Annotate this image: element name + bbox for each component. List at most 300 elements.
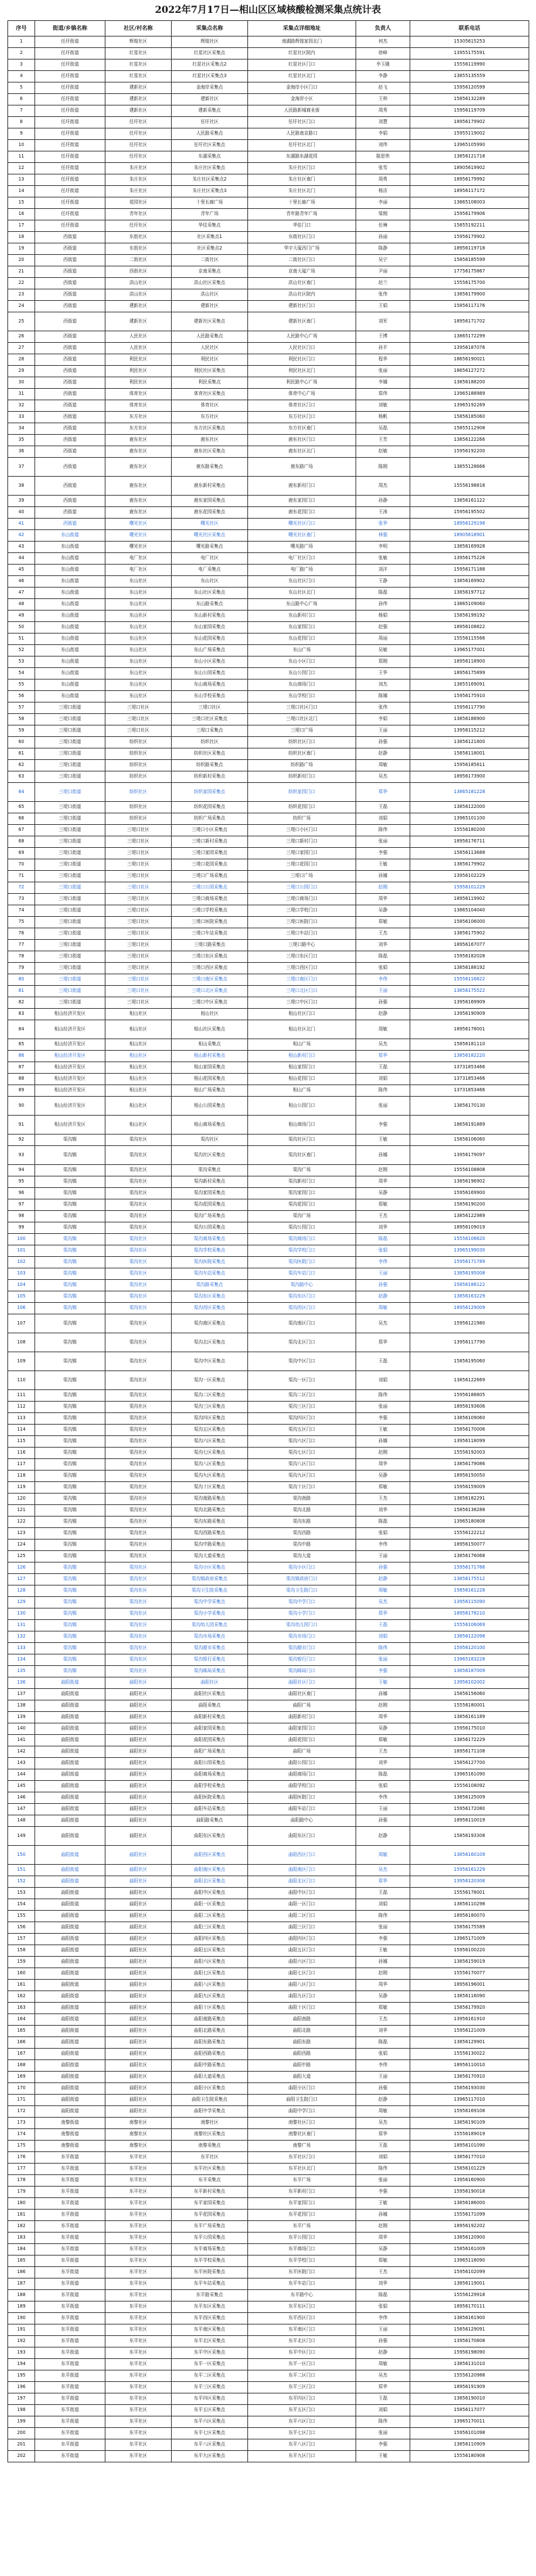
cell-person: 张敏 xyxy=(356,553,410,565)
cell-street: 曲阳街道 xyxy=(35,1815,105,1827)
table-row xyxy=(8,435,529,446)
cell-community: 渠沟社区 xyxy=(105,1620,172,1631)
cell-phone: 15956175010 xyxy=(410,1723,529,1735)
cell-index: 11 xyxy=(8,151,35,163)
table-row xyxy=(8,1700,529,1712)
cell-index: 138 xyxy=(8,1700,35,1712)
cell-person: 周秀 xyxy=(356,105,410,117)
cell-index: 83 xyxy=(8,1009,35,1020)
cell-community: 相山社区 xyxy=(105,1085,172,1097)
table-row xyxy=(8,1390,529,1402)
cell-site-name: 曲阳社区 xyxy=(172,1677,248,1689)
cell-index: 173 xyxy=(8,2118,35,2129)
table-row xyxy=(8,1574,529,1585)
cell-address: 曲阳七区门口 xyxy=(248,1968,356,1980)
cell-site-name: 渠沟幼儿园采集点 xyxy=(172,1620,248,1631)
cell-phone: 15856175589 xyxy=(410,1922,529,1934)
cell-community: 曲阳社区 xyxy=(105,1945,172,1957)
cell-street: 任圩街道 xyxy=(35,163,105,174)
cell-address: 曲阳四区门口 xyxy=(248,1934,356,1945)
cell-person: 吴杰 xyxy=(356,1314,410,1333)
cell-index: 118 xyxy=(8,1471,35,1482)
cell-person: 赵兰 xyxy=(356,278,410,289)
cell-index: 124 xyxy=(8,1540,35,1551)
cell-address: 南黎社区门口 xyxy=(248,2118,356,2129)
cell-community: 东山社区 xyxy=(105,679,172,691)
cell-index: 141 xyxy=(8,1735,35,1746)
cell-street: 曲阳街道 xyxy=(35,2003,105,2014)
cell-street: 任圩街道 xyxy=(35,140,105,151)
cell-phone: 13856119001 xyxy=(410,2279,529,2290)
cell-community: 渠沟社区 xyxy=(105,1352,172,1371)
table-row xyxy=(8,59,529,71)
cell-person: 刘华 xyxy=(356,1758,410,1769)
cell-phone: 13956170808 xyxy=(410,2336,529,2347)
table-row xyxy=(8,783,529,802)
cell-address: 洪山社区院内 xyxy=(248,289,356,301)
cell-site-name: 曲阳南区采集点 xyxy=(172,1865,248,1876)
cell-street: 曲阳街道 xyxy=(35,2026,105,2037)
cell-street: 任圩街道 xyxy=(35,105,105,117)
cell-site-name: 三堤口南区采集点 xyxy=(172,974,248,986)
cell-phone: 15856117077 xyxy=(410,2405,529,2416)
cell-address: 东山家园门口 xyxy=(248,622,356,634)
cell-street: 渠沟镇 xyxy=(35,1176,105,1188)
cell-address: 人民社区门口 xyxy=(248,343,356,354)
table-row xyxy=(8,825,529,836)
cell-index: 133 xyxy=(8,1643,35,1654)
cell-index: 77 xyxy=(8,940,35,951)
cell-community: 渠沟社区 xyxy=(105,1211,172,1222)
cell-index: 7 xyxy=(8,105,35,117)
cell-person: 刘伟 xyxy=(356,140,410,151)
table-row xyxy=(8,354,529,366)
cell-address: 曲阳卫生院门口 xyxy=(248,2095,356,2106)
cell-community: 东平社区 xyxy=(105,2428,172,2439)
cell-person: 李伟 xyxy=(356,2313,410,2324)
cell-index: 88 xyxy=(8,1074,35,1085)
cell-phone: 13856170130 xyxy=(410,1097,529,1116)
cell-index: 167 xyxy=(8,2049,35,2060)
cell-phone: 18905618901 xyxy=(410,530,529,542)
cell-site-name: 渠沟二区采集点 xyxy=(172,1390,248,1402)
cell-community: 洪山社区 xyxy=(105,289,172,301)
cell-community: 红星社区 xyxy=(105,59,172,71)
table-row xyxy=(8,1922,529,1934)
cell-site-name: 三堤口医院采集点 xyxy=(172,917,248,928)
cell-site-name: 渠沟商场采集点 xyxy=(172,1234,248,1245)
cell-phone: 15956117790 xyxy=(410,702,529,714)
cell-index: 171 xyxy=(8,2095,35,2106)
table-row xyxy=(8,2210,529,2221)
cell-person: 林强 xyxy=(356,530,410,542)
table-row xyxy=(8,2324,529,2336)
cell-street: 渠沟镇 xyxy=(35,1551,105,1563)
cell-community: 相山社区 xyxy=(105,1009,172,1020)
cell-index: 34 xyxy=(8,423,35,435)
cell-site-name: 东平四区采集点 xyxy=(172,2393,248,2405)
cell-street: 渠沟镇 xyxy=(35,1620,105,1631)
cell-index: 18 xyxy=(8,232,35,243)
cell-site-name: 纺织新村采集点 xyxy=(172,771,248,783)
cell-person: 何杰 xyxy=(356,37,410,48)
cell-site-name: 东山广场采集点 xyxy=(172,645,248,657)
cell-index: 148 xyxy=(8,1815,35,1827)
cell-street: 相山经济开发区 xyxy=(35,1085,105,1097)
cell-index: 132 xyxy=(8,1631,35,1643)
cell-person: 刘娟 xyxy=(356,1074,410,1085)
table-row xyxy=(8,1585,529,1597)
cell-site-name: 红星社区采集点3 xyxy=(172,71,248,82)
table-row xyxy=(8,1804,529,1815)
table-row xyxy=(8,94,529,105)
cell-person: 赵刚 xyxy=(356,1165,410,1176)
cell-site-name: 渠沟北路采集点 xyxy=(172,1505,248,1517)
cell-phone: 15856132289 xyxy=(410,94,529,105)
cell-street: 渠沟镇 xyxy=(35,1291,105,1303)
cell-site-name: 东平九区采集点 xyxy=(172,2451,248,2462)
cell-phone: 13965170011 xyxy=(410,2416,529,2428)
cell-site-name: 渠沟车站采集点 xyxy=(172,1268,248,1280)
cell-community: 任圩社区 xyxy=(105,220,172,232)
cell-street: 任圩街道 xyxy=(35,117,105,128)
table-row xyxy=(8,243,529,255)
cell-community: 曙光社区 xyxy=(105,530,172,542)
table-row xyxy=(8,1563,529,1574)
cell-index: 15 xyxy=(8,197,35,209)
cell-phone: 15305615253 xyxy=(410,37,529,48)
cell-address: 相山社区北门 xyxy=(248,1020,356,1039)
cell-index: 166 xyxy=(8,2037,35,2049)
cell-phone: 13856182291 xyxy=(410,1494,529,1505)
cell-site-name: 曲阳花园采集点 xyxy=(172,1735,248,1746)
cell-address: 东平公园门口 xyxy=(248,2233,356,2244)
cell-index: 74 xyxy=(8,905,35,917)
cell-person: 王敏 xyxy=(356,2198,410,2210)
cell-phone: 15856161228 xyxy=(410,1585,529,1597)
cell-address: 渠沟南路 xyxy=(248,1494,356,1505)
cell-person: 张娟 xyxy=(356,2049,410,2060)
cell-index: 31 xyxy=(8,389,35,400)
cell-person: 王敏 xyxy=(356,859,410,871)
cell-address: 东平八区门口 xyxy=(248,2439,356,2451)
cell-phone: 13856122000 xyxy=(410,802,529,813)
cell-person: 赵静 xyxy=(356,2347,410,2359)
table-row xyxy=(8,2152,529,2164)
cell-street: 东平街道 xyxy=(35,2416,105,2428)
cell-community: 纺织社区 xyxy=(105,748,172,760)
cell-street: 三堤口街道 xyxy=(35,813,105,825)
cell-street: 渠沟镇 xyxy=(35,1413,105,1425)
cell-street: 东平街道 xyxy=(35,2290,105,2301)
cell-site-name: 东平北区采集点 xyxy=(172,2336,248,2347)
cell-person: 郑华 xyxy=(356,1051,410,1062)
table-row xyxy=(8,1020,529,1039)
cell-site-name: 建新采集点 xyxy=(172,105,248,117)
table-row xyxy=(8,1865,529,1876)
cell-street: 渠沟镇 xyxy=(35,1165,105,1176)
table-row xyxy=(8,2164,529,2175)
cell-site-name: 曲阳六区采集点 xyxy=(172,1957,248,1968)
table-row xyxy=(8,1654,529,1666)
table-row xyxy=(8,2095,529,2106)
cell-index: 143 xyxy=(8,1758,35,1769)
cell-index: 191 xyxy=(8,2324,35,2336)
table-row xyxy=(8,1211,529,1222)
cell-index: 195 xyxy=(8,2370,35,2382)
cell-address: 渠沟花园门口 xyxy=(248,1199,356,1211)
cell-street: 相山经济开发区 xyxy=(35,1062,105,1074)
cell-community: 建新社区 xyxy=(105,82,172,94)
cell-person: 赵静 xyxy=(356,748,410,760)
table-row xyxy=(8,220,529,232)
cell-site-name: 体育社区 xyxy=(172,400,248,412)
cell-person: 陈磊 xyxy=(356,2290,410,2301)
cell-person: 赵静 xyxy=(356,1009,410,1020)
cell-community: 渠沟社区 xyxy=(105,1390,172,1402)
cell-site-name: 相山花园采集点 xyxy=(172,1074,248,1085)
table-row xyxy=(8,1413,529,1425)
cell-index: 71 xyxy=(8,871,35,882)
table-row xyxy=(8,2416,529,2428)
cell-index: 170 xyxy=(8,2083,35,2095)
cell-community: 人民社区 xyxy=(105,343,172,354)
cell-person: 刘华 xyxy=(356,1505,410,1517)
cell-street: 渠沟镇 xyxy=(35,1585,105,1597)
cell-street: 三堤口街道 xyxy=(35,963,105,974)
cell-phone: 15956101229 xyxy=(410,882,529,894)
table-row xyxy=(8,2244,529,2256)
cell-site-name: 社区采集点1 xyxy=(172,232,248,243)
cell-index: 139 xyxy=(8,1712,35,1723)
cell-community: 东山社区 xyxy=(105,588,172,599)
cell-person: 张娟 xyxy=(356,2301,410,2313)
cell-street: 任圩街道 xyxy=(35,209,105,220)
cell-community: 曲阳社区 xyxy=(105,1769,172,1781)
cell-community: 曲阳社区 xyxy=(105,2014,172,2026)
cell-person: 周华 xyxy=(356,1712,410,1723)
cell-index: 175 xyxy=(8,2141,35,2152)
cell-street: 渠沟镇 xyxy=(35,1425,105,1436)
cell-index: 149 xyxy=(8,1827,35,1846)
cell-street: 南黎街道 xyxy=(35,2129,105,2141)
cell-community: 花园社区 xyxy=(105,197,172,209)
cell-street: 渠沟镇 xyxy=(35,1643,105,1654)
cell-street: 西街道 xyxy=(35,243,105,255)
cell-phone: 18956119718 xyxy=(410,243,529,255)
cell-phone: 13856129901 xyxy=(410,2037,529,2049)
cell-index: 60 xyxy=(8,737,35,748)
cell-phone: 15956119709 xyxy=(410,105,529,117)
cell-community: 渠沟社区 xyxy=(105,1631,172,1643)
cell-street: 曲阳街道 xyxy=(35,1689,105,1700)
cell-phone: 18956193606 xyxy=(410,1402,529,1413)
cell-street: 西街道 xyxy=(35,232,105,243)
cell-index: 104 xyxy=(8,1280,35,1291)
cell-index: 114 xyxy=(8,1425,35,1436)
cell-site-name: 华佳采集点 xyxy=(172,220,248,232)
cell-site-name: 曲阳七区采集点 xyxy=(172,1968,248,1980)
table-row xyxy=(8,477,529,496)
table-row xyxy=(8,2060,529,2072)
cell-address: 曲阳路中心 xyxy=(248,1815,356,1827)
cell-phone: 13965105990 xyxy=(410,140,529,151)
table-row xyxy=(8,997,529,1009)
table-row xyxy=(8,576,529,588)
cell-person: 吴杰 xyxy=(356,1865,410,1876)
cell-street: 西街道 xyxy=(35,446,105,458)
cell-index: 128 xyxy=(8,1585,35,1597)
table-row xyxy=(8,871,529,882)
table-row xyxy=(8,813,529,825)
cell-person: 郑敏 xyxy=(356,2003,410,2014)
table-row xyxy=(8,2451,529,2462)
cell-index: 190 xyxy=(8,2313,35,2324)
cell-site-name: 渠沟西路采集点 xyxy=(172,1528,248,1540)
cell-community: 渠沟社区 xyxy=(105,1517,172,1528)
cell-phone: 15956161229 xyxy=(410,1865,529,1876)
cell-street: 三堤口街道 xyxy=(35,894,105,905)
cell-street: 西街道 xyxy=(35,301,105,312)
cell-phone: 13965199030 xyxy=(410,1245,529,1257)
cell-community: 东平社区 xyxy=(105,2279,172,2290)
table-row xyxy=(8,1188,529,1199)
cell-phone: 13855135559 xyxy=(410,71,529,82)
cell-address: 东平西区门口 xyxy=(248,2313,356,2324)
cell-site-name: 三堤口北区采集点 xyxy=(172,986,248,997)
table-row xyxy=(8,657,529,668)
cell-site-name: 青年广场 xyxy=(172,209,248,220)
cell-community: 三堤口社区 xyxy=(105,725,172,737)
cell-index: 127 xyxy=(8,1574,35,1585)
cell-person: 刘洋 xyxy=(356,565,410,576)
cell-community: 电厂社区 xyxy=(105,565,172,576)
table-row xyxy=(8,771,529,783)
cell-person: 张丽 xyxy=(356,1402,410,1413)
cell-community: 曲阳社区 xyxy=(105,2026,172,2037)
cell-phone: 13856179902 xyxy=(410,859,529,871)
cell-community: 东平社区 xyxy=(105,2313,172,2324)
cell-person: 孙娜 xyxy=(356,1436,410,1448)
cell-street: 渠沟镇 xyxy=(35,1402,105,1413)
cell-site-name: 曲阳商场采集点 xyxy=(172,1769,248,1781)
cell-person: 孙娜 xyxy=(356,1957,410,1968)
cell-address: 曲阳社区门口 xyxy=(248,1677,356,1689)
cell-site-name: 渠沟七区采集点 xyxy=(172,1448,248,1459)
cell-phone: 15856106000 xyxy=(410,917,529,928)
cell-phone: 15956179906 xyxy=(410,209,529,220)
cell-street: 曲阳街道 xyxy=(35,1899,105,1911)
cell-address: 东山商场门口 xyxy=(248,679,356,691)
cell-site-name: 南黎社区采集点 xyxy=(172,2129,248,2141)
cell-phone: 15956198090 xyxy=(410,2347,529,2359)
cell-person: 孙丽 xyxy=(356,232,410,243)
cell-person: 王娟 xyxy=(356,301,410,312)
cell-person: 郑伟 xyxy=(356,389,410,400)
table-row xyxy=(8,1039,529,1051)
cell-community: 三堤口社区 xyxy=(105,859,172,871)
cell-site-name: 纺织家园采集点 xyxy=(172,783,248,802)
cell-phone: 17756175867 xyxy=(410,266,529,278)
cell-index: 89 xyxy=(8,1085,35,1097)
cell-person: 李娟 xyxy=(356,128,410,140)
cell-street: 任圩街道 xyxy=(35,71,105,82)
cell-address: 曲阳五区门口 xyxy=(248,1945,356,1957)
cell-phone: 13956115090 xyxy=(410,1597,529,1608)
cell-index: 46 xyxy=(8,576,35,588)
cell-phone: 15856185599 xyxy=(410,255,529,266)
table-row xyxy=(8,2083,529,2095)
cell-person: 周华 xyxy=(356,1176,410,1188)
cell-index: 28 xyxy=(8,354,35,366)
cell-phone: 13965171009 xyxy=(410,1934,529,1945)
cell-phone: 13856169928 xyxy=(410,542,529,553)
cell-phone: 18956170111 xyxy=(410,2301,529,2313)
cell-person: 李静 xyxy=(356,71,410,82)
cell-address: 曲阳东路 xyxy=(248,2037,356,2049)
table-row xyxy=(8,530,529,542)
cell-street: 渠沟镇 xyxy=(35,1631,105,1643)
cell-street: 渠沟镇 xyxy=(35,1482,105,1494)
cell-address: 渠沟西区门口 xyxy=(248,1303,356,1314)
cell-index: 163 xyxy=(8,2003,35,2014)
table-row xyxy=(8,1781,529,1792)
cell-phone: 13856170910 xyxy=(410,2072,529,2083)
cell-community: 东平社区 xyxy=(105,2416,172,2428)
cell-site-name: 利民社区 xyxy=(172,354,248,366)
cell-index: 194 xyxy=(8,2359,35,2370)
cell-person: 李伟 xyxy=(356,1257,410,1268)
cell-site-name: 东平南区采集点 xyxy=(172,2324,248,2336)
cell-address: 利民社区北门 xyxy=(248,366,356,377)
table-row xyxy=(8,48,529,59)
cell-community: 三堤口社区 xyxy=(105,997,172,1009)
cell-site-name: 任圩社区采集点 xyxy=(172,140,248,151)
cell-community: 东平社区 xyxy=(105,2198,172,2210)
table-row xyxy=(8,1222,529,1234)
cell-index: 135 xyxy=(8,1666,35,1677)
cell-person: 孙伟 xyxy=(356,599,410,611)
cell-person: 吴杰 xyxy=(356,1039,410,1051)
cell-phone: 13965188989 xyxy=(410,389,529,400)
table-row xyxy=(8,151,529,163)
cell-site-name: 南黎社区 xyxy=(172,2118,248,2129)
cell-phone: 18956110010 xyxy=(410,2060,529,2072)
cell-person: 尹丽 xyxy=(356,266,410,278)
cell-address: 渠沟超市门口 xyxy=(248,1643,356,1654)
cell-index: 22 xyxy=(8,278,35,289)
cell-address: 东山花园门口 xyxy=(248,634,356,645)
cell-phone: 18956108822 xyxy=(410,622,529,634)
cell-index: 98 xyxy=(8,1211,35,1222)
cell-community: 东街社区 xyxy=(105,243,172,255)
cell-address: 渠沟路中心 xyxy=(248,1280,356,1291)
table-row xyxy=(8,2393,529,2405)
cell-street: 渠沟镇 xyxy=(35,1436,105,1448)
cell-community: 东平社区 xyxy=(105,2324,172,2336)
cell-index: 197 xyxy=(8,2393,35,2405)
cell-phone: 13856186000 xyxy=(410,2198,529,2210)
table-body xyxy=(8,37,529,2462)
cell-index: 161 xyxy=(8,1980,35,1991)
cell-phone: 15956171789 xyxy=(410,1257,529,1268)
cell-index: 176 xyxy=(8,2152,35,2164)
cell-street: 西街道 xyxy=(35,519,105,530)
cell-phone: 15956185811 xyxy=(410,760,529,771)
cell-street: 东平街道 xyxy=(35,2347,105,2359)
cell-community: 东平社区 xyxy=(105,2187,172,2198)
cell-community: 三堤口社区 xyxy=(105,940,172,951)
